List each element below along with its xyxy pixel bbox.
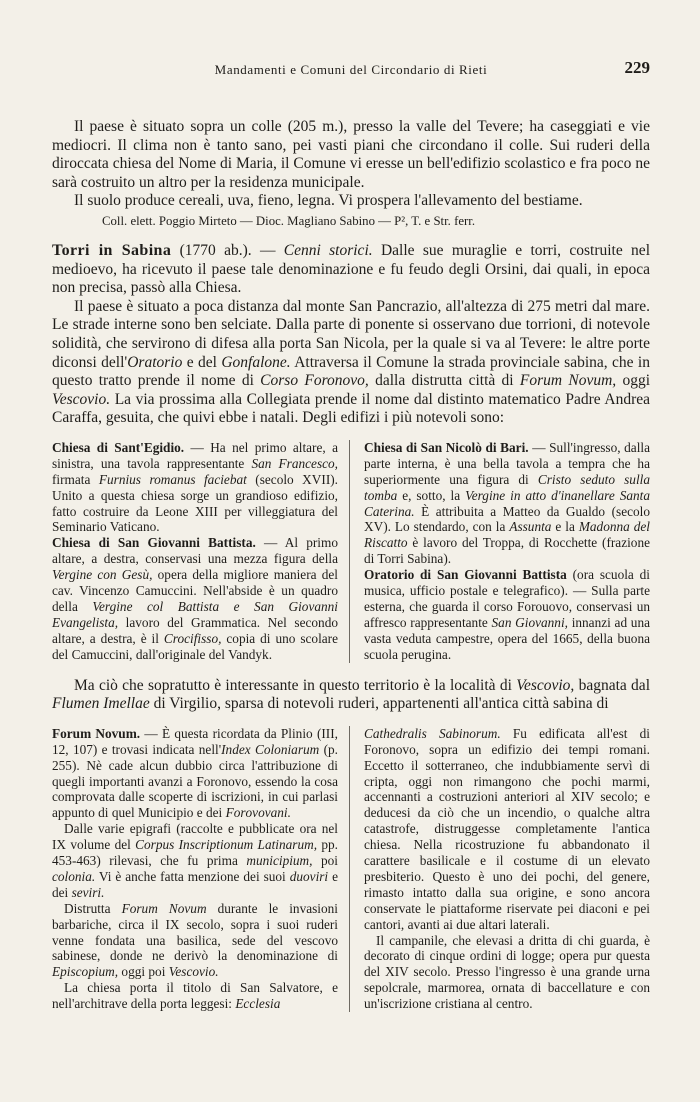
column-divider [349,726,350,1012]
intro-paragraph: Il paese è situato sopra un colle (205 m.), presso la valle del Tevere; ha caseggiati e vie mediocri. Il clima non è tanto sano, pei vasti piani che circondano il colle. Sui ruderi della diroccata chiesa del Nome di Maria, il Comune vi eresse un bell'edifizio scolastico e fra poco ne sarà costruito un altro per la residenza municipale. [52,118,650,191]
left-column [52,726,338,1012]
torri-description: Il paese è situato a poca distanza dal monte San Pancrazio, all'altezza di 275 metri dal mare. Le strade interne sono ben selciate. Dalla parte di ponente si osservano due torrioni, di notevole solidità, che servirono di difesa alla porta San Nicola, per la quale si va al Tevere: le altre porte diconsi dell'Oratorio e del Gonfalone. Attraversa il Comune la strada provinciale sabina, che in questo tratto prende il nome di Corso Foronovo, dalla distrutta città di Forum Novum, oggi Vescovio. La via prossima alla Collegiata prende il nome dal distinto matematico Padre Andrea Caraffa, gesuita, che quivi ebbe i natali. Degli edifizi i più notevoli sono: [52,297,650,427]
running-title: Mandamenti e Comuni del Circondario di Rieti [214,62,488,77]
right-column [364,726,650,1012]
page-body [52,118,650,1012]
left-column [52,440,338,663]
electoral-info: Coll. elett. Poggio Mirteto — Dioc. Magliano Sabino — P², T. e Str. ferr. [102,213,476,228]
forum-paragraph: La chiesa porta il titolo di San Salvatore, e nell'architrave della porta leggesi: Ecclesia [52,980,338,1012]
forum-paragraph: Dalle varie epigrafi (raccolte e pubblicate ora nel IX volume del Corpus Inscriptionum Latinarum, pp. 453-463) rilevasi, che fu prima municipium, poi colonia. Vi è anche fatta menzione dei suoi duoviri e dei seviri. [52,821,338,900]
forum-paragraph: Il campanile, che elevasi a dritta di chi guarda, è decorato di cinque ordini di logge; opera pur questa del XIV secolo. Presso l'ingresso è una grande urna sepolcrale, marmorea, ornata di baccellature e con un'iscrizione cristiana al centro. [364,932,650,1012]
church-entry: Chiesa di San Giovanni Battista. — Al primo altare, a destra, conservasi una mezza figura della Vergine con Gesù, opera della migliore maniera del cav. Vincenzo Camuccini. Nell'abside è un quadro della Vergine col Battista e San Giovanni Evangelista, lavoro del Grammatica. Nel secondo altare, a destra, è il Crocifisso, copia di uno scolare del Camuccini, dall'originale del Vandyk. [52,535,339,662]
church-entry: Chiesa di San Nicolò di Bari. — Sull'ingresso, dalla parte interna, è una bella tavola a tempra che ha superiormente una figura di Cristo seduto sulla tomba e, sotto, la Vergine in atto d'inanellare Santa Caterina. È attribuita a Matteo da Gualdo (secolo XV). Lo stendardo, con la Assunta e la Madonna del Riscatto è lavoro del Troppa, di Rocchette (frazione di Torri Sabina). [364,439,650,567]
churches-columns [52,440,650,663]
right-column [364,440,650,663]
church-entry: Chiesa di Sant'Egidio. — Ha nel primo altare, a sinistra, una tavola rappresentante San Francesco, firmata Furnius romanus faciebat (secolo XVII). Unito a questa chiesa sorge un grandioso edifizio, fatto costruire da Leone XIII per villeggiatura del Seminario Vaticano. [52,439,338,535]
entry-title: Torri in Sabina [52,241,172,259]
forum-paragraph: Cathedralis Sabinorum. Fu edificata all'est di Foronovo, sopra un edifizio dei tempi romani. Eccetto il sotterraneo, che indubbiamente servì di cripta, oggi non rimangono che pochi marmi, accennanti a costruzioni anteriori al XIV secolo; e deducesi da ciò che un incendio, o qualche altra catastrofe, distruggesse completamente l'antica chiesa. Nella ricostruzione fu abbandonato il carattere basilicale e il costume di un elevato presbiterio. Questo è uno dei pochi, del genere, rimasto intatto dalla sua origine, e sono ancora conservate le piattaforme riservate pei diaconi e pei cantori, avanti ai due altari laterali. [364,725,650,932]
intro-paragraph: Il suolo produce cereali, uva, fieno, legna. Vi prospera l'allevamento del bestiame. [74,192,583,210]
running-head [52,58,650,84]
forum-paragraph: Distrutta Forum Novum durante le invasioni barbariche, circa il IX secolo, sopra i suoi ruderi venne fondata una basilica, sede del vescovo sabinese, donde ne derivò la denominazione di Episcopium, oggi poi Vescovio. [52,900,338,980]
forum-novum-columns [52,726,650,1012]
forum-paragraph: Forum Novum. — È questa ricordata da Plinio (III, 12, 107) e trovasi indicata nell'Index Coloniarum (p. 255). Nè cade alcun dubbio circa l'attribuzione di quegli importanti avanzi a Foronovo, essendo la cosa comprovata dalle scoperte di iscrizioni, in cui parlasi appunto di quel Municipio e dei Forονovani. [52,725,338,821]
church-entry: Oratorio di San Giovanni Battista (ora scuola di musica, ufficio postale e telegrafico). — Sulla parte esterna, che guarda il corso Forouovo, conservasi un affresco rappresentante San Giovanni, innanzi ad una vasta veduta campestre, opera del 1665, della buona scuola perugina. [364,567,650,662]
torri-entry: Torri in Sabina (1770 ab.). — Cenni storici. Dalle sue muraglie e torri, costruite nel medioevo, ha ricevuto il paese tale denominazione e fu feudo degli Orsini, dai quali, in epoca non precisa, passò alla Chiesa. [52,241,650,297]
page-number: 229 [624,58,650,77]
vescovio-paragraph: Ma ciò che sopratutto è interessante in questo territorio è la località di Vescovio, bagnata dal Flumen Imellae di Virgilio, sparsa di notevoli ruderi, appartenenti all'antica città sabina di [52,676,650,713]
column-divider [349,440,350,663]
